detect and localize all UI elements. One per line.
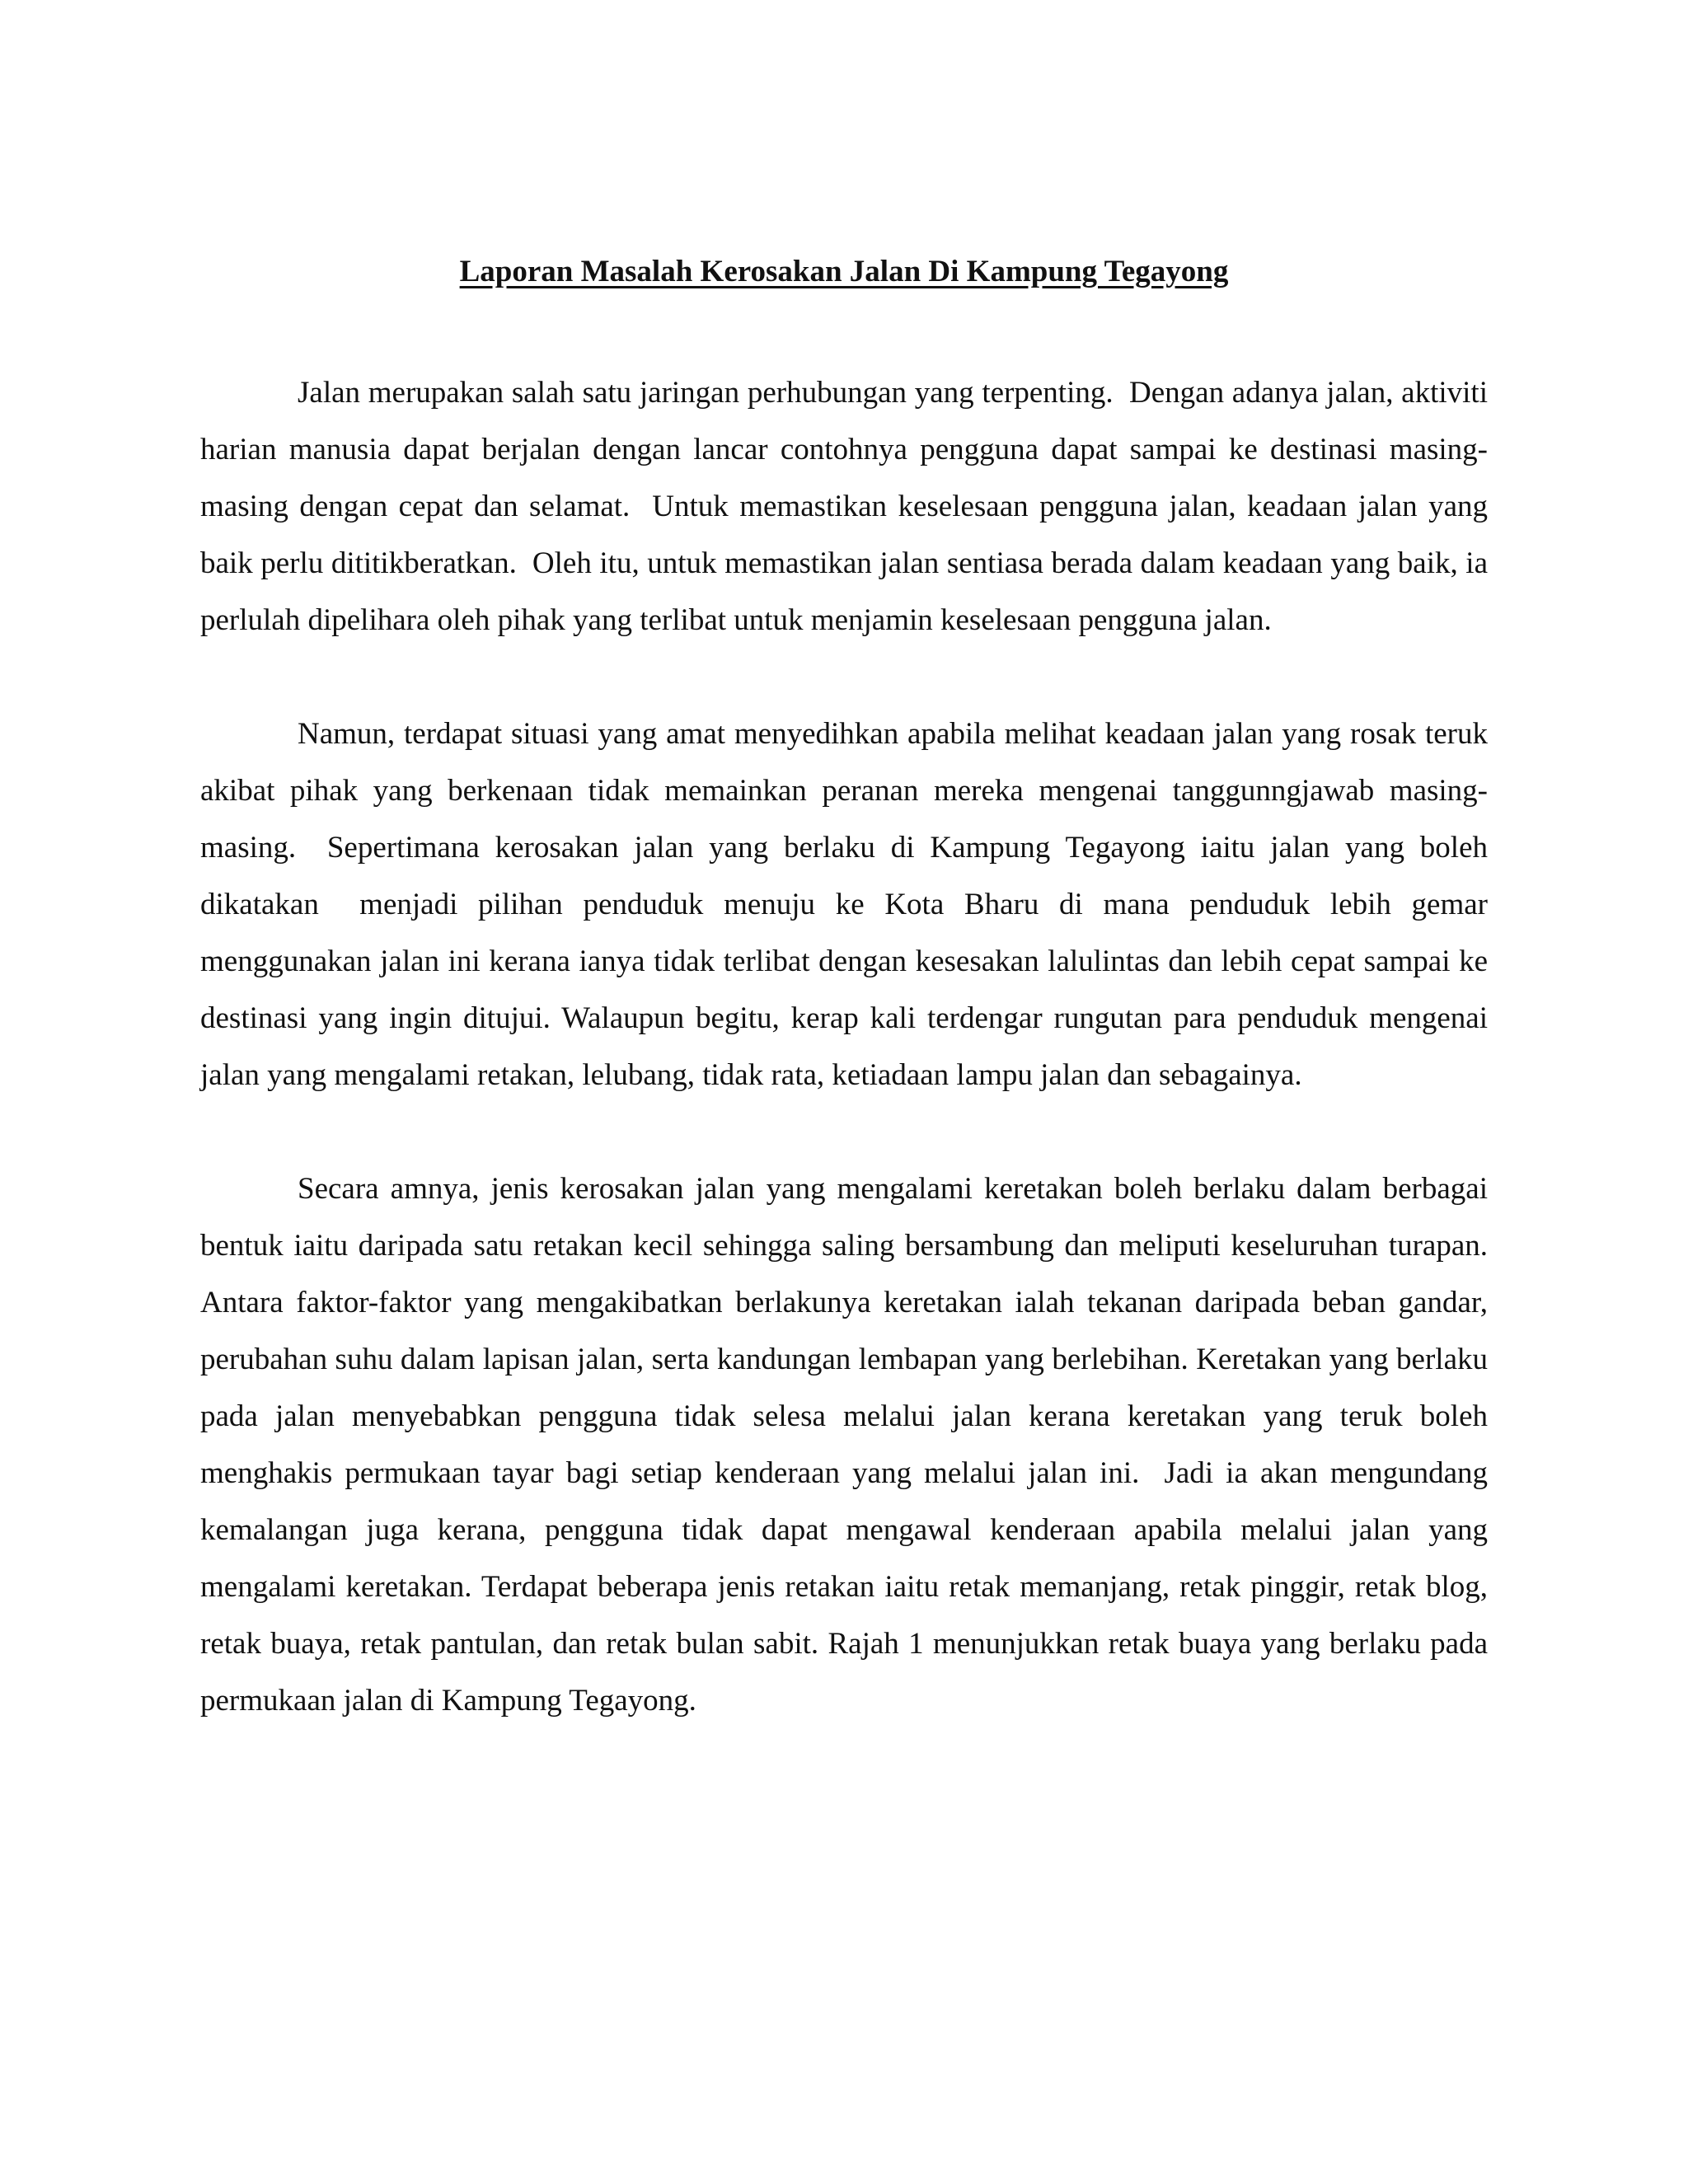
document-title: Laporan Masalah Kerosakan Jalan Di Kampung Tegayong	[459, 255, 1229, 288]
paragraph-cracks: Secara amnya, jenis kerosakan jalan yang mengalami keretakan boleh berlaku dalam berbagai bentuk iaitu daripada satu retakan kecil sehingga saling bersambung dan meliputi keseluruhan turapan. Antara faktor-faktor yang mengakibatkan berlakunya keretakan ialah tekanan daripada beban gandar, perubahan suhu dalam lapisan jalan, serta kandungan lembapan yang berlebihan. Keretakan yang berlaku pada jalan menyebabkan pengguna tidak selesa melalui jalan kerana keretakan yang teruk boleh menghakis permukaan tayar bagi setiap kenderaan yang melalui jalan ini. Jadi ia akan mengundang kemalangan juga kerana, pengguna tidak dapat mengawal kenderaan apabila melalui jalan yang mengalami keretakan. Terdapat beberapa jenis retakan iaitu retak memanjang, retak pinggir, retak blog, retak buaya, retak pantulan, dan retak bulan sabit. Rajah 1 menunjukkan retak buaya yang berlaku pada permukaan jalan di Kampung Tegayong.	[200, 1172, 1503, 1718]
document-body	[200, 364, 1503, 1786]
paragraph-intro: Jalan merupakan salah satu jaringan perhubungan yang terpenting. Dengan adanya jalan, aktiviti harian manusia dapat berjalan dengan lancar contohnya pengguna dapat sampai ke destinasi masing-masing dengan cepat dan selamat. Untuk memastikan keselesaan pengguna jalan, keadaan jalan yang baik perlu dititikberatkan. Oleh itu, untuk memastikan jalan sentiasa berada dalam keadaan yang baik, ia perlulah dipelihara oleh pihak yang terlibat untuk menjamin keselesaan pengguna jalan.	[200, 376, 1496, 637]
paragraph-situation: Namun, terdapat situasi yang amat menyedihkan apabila melihat keadaan jalan yang rosak teruk akibat pihak yang berkenaan tidak memainkan peranan mereka mengenai tanggunngjawab masing-masing. Sepertimana kerosakan jalan yang berlaku di Kampung Tegayong iaitu jalan yang boleh dikatakan menjadi pilihan penduduk menuju ke Kota Bharu di mana penduduk lebih gemar menggunakan jalan ini kerana ianya tidak terlibat dengan kesesakan lalulintas dan lebih cepat sampai ke destinasi yang ingin ditujui. Walaupun begitu, kerap kali terdengar rungutan para penduduk mengenai jalan yang mengalami retakan, lelubang, tidak rata, ketiadaan lampu jalan dan sebagainya.	[200, 717, 1496, 1092]
